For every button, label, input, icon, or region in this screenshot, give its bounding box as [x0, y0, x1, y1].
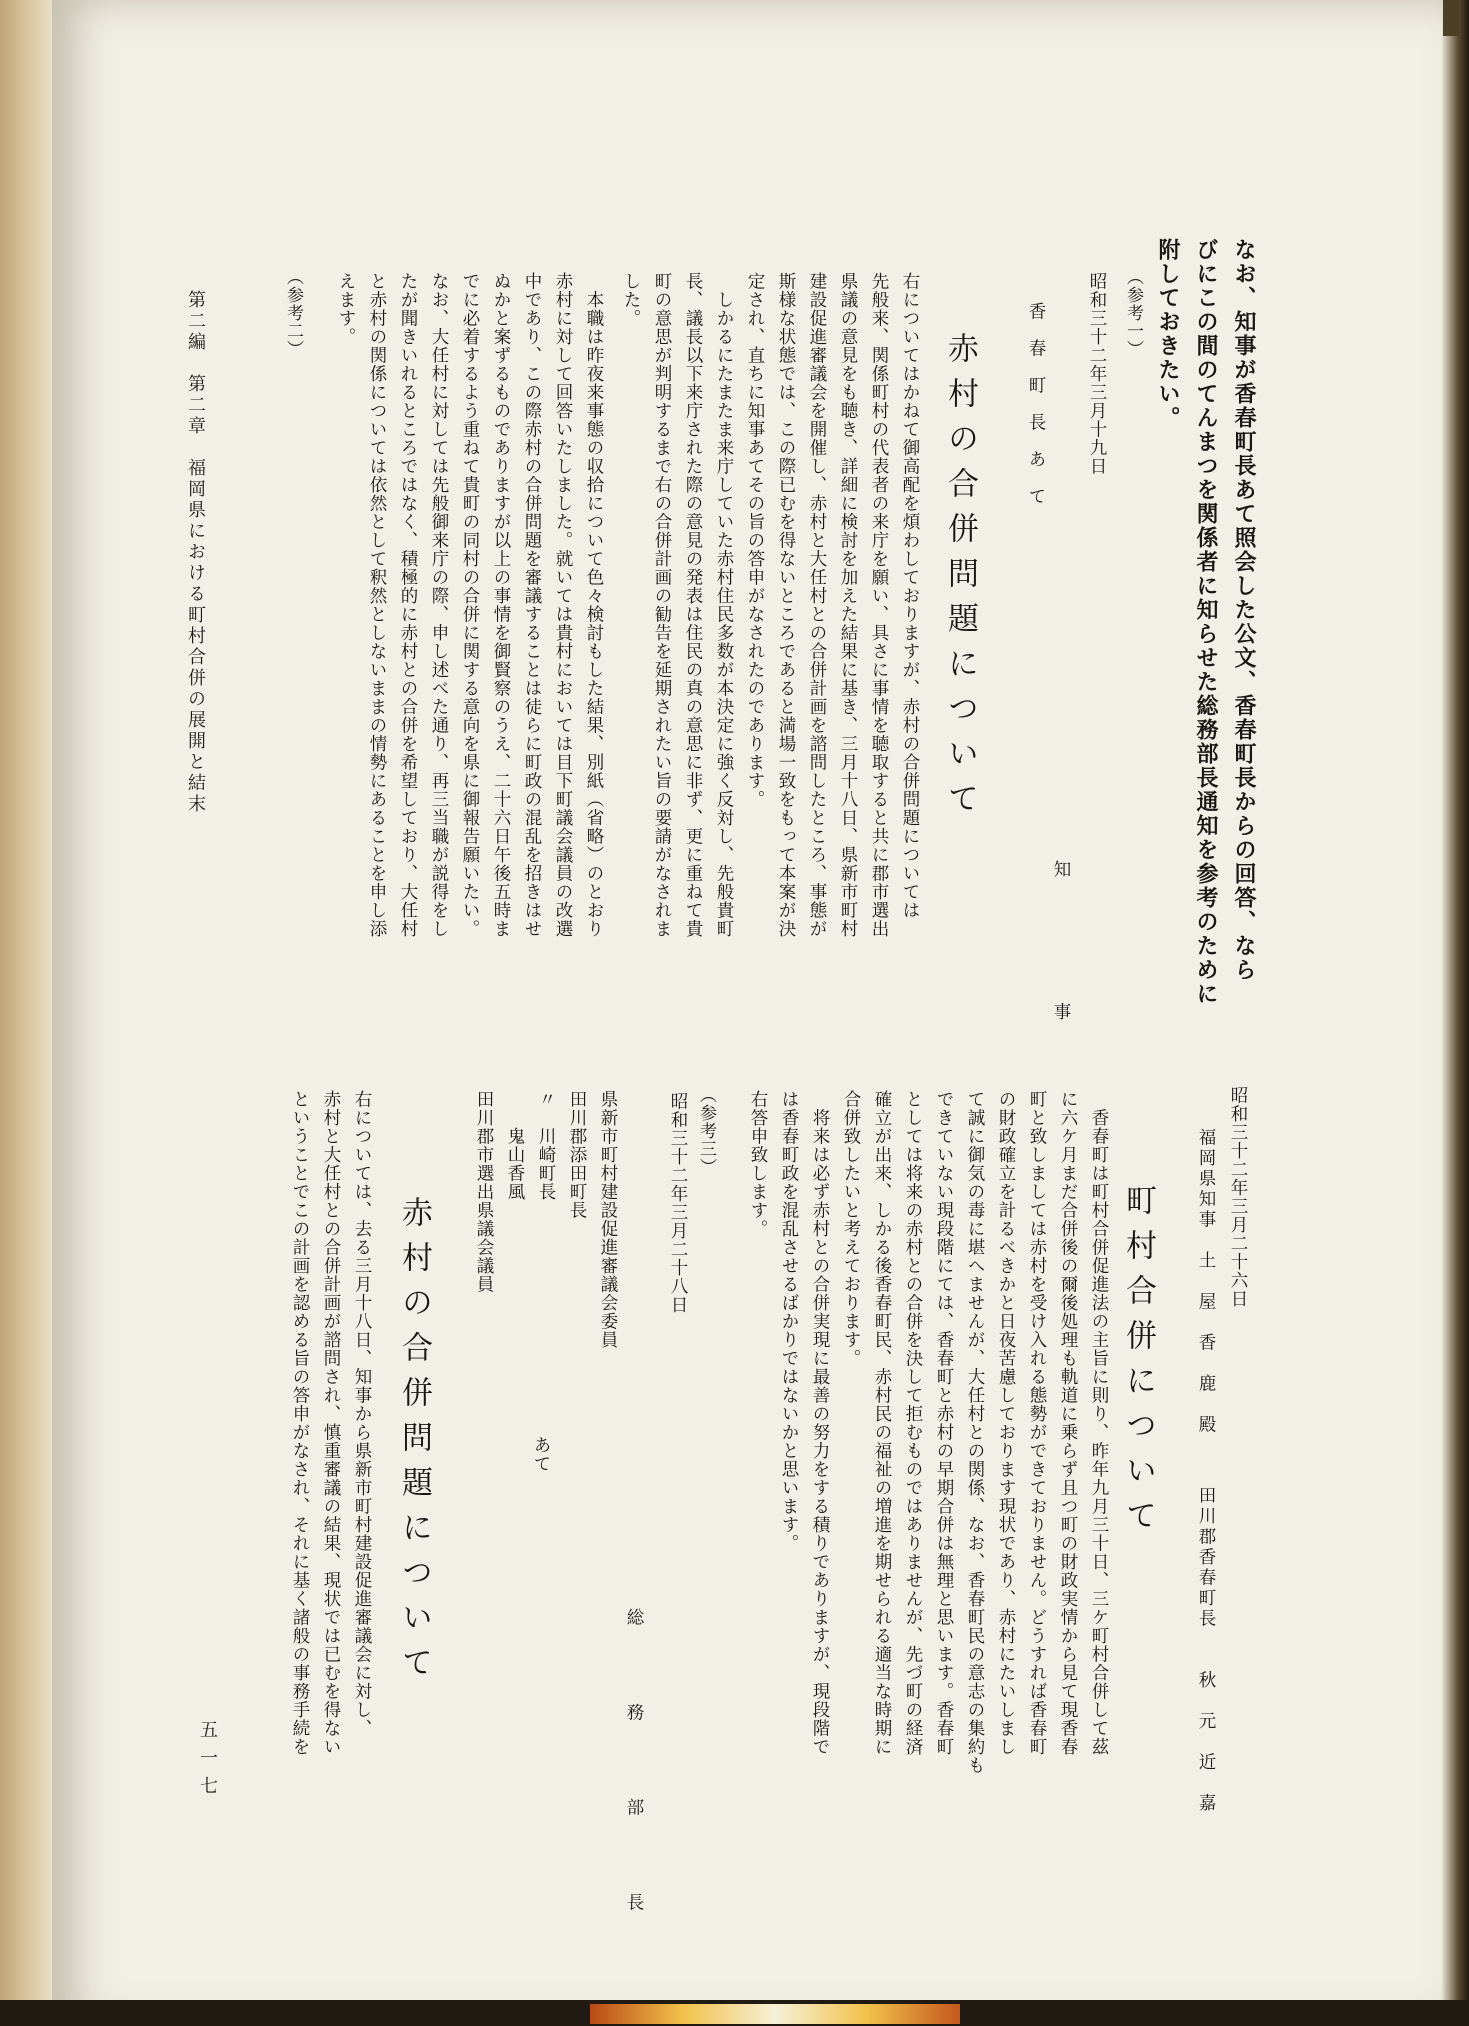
ref2-label-tail: （参考二）: [283, 268, 303, 358]
ref1-body-line: 右についてはかねて御高配を煩わしておりますが、赤村の合併問題については: [900, 272, 920, 920]
ref1-body-line: 県議の意見をも聴き、詳細に検討を加えた結果に基き、三月十八日、県新市町村: [838, 272, 858, 938]
scan-bottom-edge: [0, 2000, 1469, 2026]
ref3-addressee-line: 田川郡添田町長: [567, 1090, 587, 1220]
ref3-addressee-line: 鬼山香風: [505, 1090, 525, 1201]
ref1-body-line: 中であり、この際赤村の合併問題を審議することは徒らに町政の混乱を招きはせ: [522, 272, 542, 938]
page-number: 五一七: [197, 1720, 218, 1804]
ref1-body-line: なお、大任村に対しては先般御来庁の際、申し述べた通り、再三当職が説得をし: [429, 272, 449, 938]
ref1-sender: 知 事: [1051, 860, 1071, 1050]
scan-light: [590, 2004, 960, 2024]
ref2-body-line: て誠に御気の毒に堪へませんが、大任村との関係、なお、香春町民の意志の集約も: [965, 1090, 985, 1775]
ref2-body-line: としては将来の赤村との合併を決して拒むものではありませんが、先づ町の経済: [903, 1090, 923, 1756]
ref1-body-line: えます。: [336, 272, 356, 346]
ref2-body-line: 香春町は町村合併促進法の主旨に則り、昨年九月三十日、三ケ町村合併して茲: [1089, 1090, 1109, 1756]
ref3-addressee-line: 〃 川崎町長: [536, 1090, 556, 1201]
ref1-body-line: 斯様な状態では、この際已むを得ないところであると満場一致をもって本案が決: [776, 272, 796, 938]
ref2-body-line: 右答申致します。: [748, 1090, 768, 1238]
ref1-title: 赤村の合併問題について: [942, 332, 978, 827]
ref2-body-line: に六ケ月まだ合併後の爾後処理も軌道に乗らず且つ町の財政実情から見て現香春: [1058, 1090, 1078, 1756]
ref1-body-line: しかるにたまたま来庁していた赤村住民多数が本決定に強く反対し、先般貴町: [714, 272, 734, 938]
ref1-body-line: ぬかと案ずるものでありますが以上の事情を御賢察のうえ、二十六日午後五時ま: [491, 272, 511, 938]
ref3-body-line: ということでこの計画を認める旨の答申がなされ、それに基く諸般の事務手続を: [290, 1090, 310, 1756]
ref1-body-line: たが聞きいれるところではなく、積極的に赤村との合併を希望しており、大任村: [398, 272, 418, 938]
ref1-body-line: でに必着するよう重ねて貴町の同村の合併に関する意向を県に御報告願いたい。: [460, 272, 480, 938]
ref2-body-line: 合併致したいと考えております。: [841, 1090, 861, 1368]
ref3-addressee-line: 田川郡市選出県議会議員: [474, 1090, 494, 1294]
ref2-body-line: できていない現段階にては、香春町と赤村の早期合併は無理と思います。香春町: [934, 1090, 954, 1756]
intro-line-3: 附しておきたい。: [1155, 238, 1181, 430]
ref2-date: 昭和三十二年三月二十六日: [1228, 1086, 1248, 1308]
ref1-body-line: 先般来、関係町村の代表者の来庁を願い、具さに事情を聴取すると共に郡市選出: [869, 272, 889, 938]
ref1-body-line: と赤村の関係については依然として釈然としないままの情勢にあることを申し添: [367, 272, 387, 938]
ref2-sender: 田川郡香春町長 秋 元 近 嘉: [1196, 1486, 1216, 1814]
ref3-addressee-line: 県新市町村建設促進審議会委員: [598, 1090, 618, 1349]
ref3-ate: あて: [531, 1436, 551, 1473]
intro-line-1: なお、知事が香春町長あて照会した公文、香春町長からの回答、なら: [1231, 238, 1257, 982]
ref3-date: 昭和三十二年三月二十八日: [668, 1092, 688, 1314]
ref1-addressee: 香 春 町 長 あ て: [1026, 302, 1046, 506]
ref2-body-line: 確立が出来、しかる後香春町民、赤村民の福祉の増進を期せられる適当な時期に: [872, 1090, 892, 1756]
ref3-label: （参考三）: [696, 1086, 716, 1176]
ref1-body-line: 町の意思が判明するまで右の合併計画の勧告を延期されたい旨の要請がなされま: [652, 272, 672, 938]
ref2-body-line: の財政確立を計るべきかと日夜苦慮しております現状であり、赤村にたいしまし: [996, 1090, 1016, 1756]
page-edge: [1442, 0, 1469, 2026]
ref1-body-line: 本職は昨夜来事態の収拾について色々検討もした結果、別紙（省略）のとおり: [584, 272, 604, 938]
ref1-date: 昭和三十二年三月十九日: [1087, 272, 1107, 476]
ref1-body-line: した。: [621, 272, 641, 328]
ref2-body-line: 町と致しましては赤村を受け入れる態勢ができておりません。どうすれば香春町: [1027, 1090, 1047, 1756]
intro-line-2: びにこの間のてんまつを関係者に知らせた総務部長通知を参考のために: [1193, 238, 1219, 1006]
ref3-title: 赤村の合併問題について: [396, 1196, 432, 1691]
ref1-body-line: 建設促進審議会を開催し、赤村と大任村との合併計画を諮問したところ、事態が: [807, 272, 827, 938]
ref1-label: （参考一）: [1123, 268, 1143, 358]
running-head: 第二編 第二章 福岡県における町村合併の展開と結末: [185, 290, 206, 815]
ref2-body-line: は香春町政を混乱させるばかりではないかと思います。: [779, 1090, 799, 1553]
ref3-body-line: 赤村と大任村との合併計画が諮問され、慎重審議の結果、現状では已むを得ない: [321, 1090, 341, 1756]
ref1-body-line: 赤村に対して回答いたしました。就いては貴村においては目下町議会議員の改選: [553, 272, 573, 938]
ref2-addressee: 福岡県知事 土 屋 香 鹿 殿: [1196, 1128, 1216, 1436]
ref3-sender: 総 務 部 長: [624, 1608, 644, 1941]
ref3-body-line: 右については、去る三月十八日、知事から県新市町村建設促進審議会に対し、: [352, 1090, 372, 1738]
ref1-body-line: 長、議長以下来庁された際の意見の発表は住民の真の意思に非ず、更に重ねて貴: [683, 272, 703, 938]
ref1-body-line: 定され、直ちに知事あてその旨の答申がなされたのであります。: [745, 272, 765, 809]
book-spine: [0, 0, 52, 2026]
ref2-title: 町村合併について: [1120, 1184, 1156, 1544]
ref2-body-line: 将来は必ず赤村との合併実現に最善の努力をする積りでありますが、現段階で: [810, 1090, 830, 1756]
bookmark-tab: [1443, 0, 1459, 36]
